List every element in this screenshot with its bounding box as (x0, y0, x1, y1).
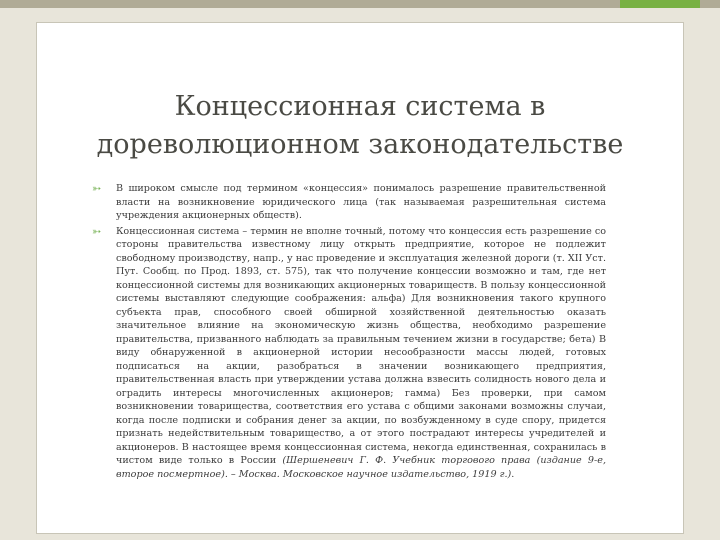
arrow-bullet-icon: ➳ (92, 182, 102, 195)
bullet-item (92, 182, 606, 223)
accent-band (620, 0, 700, 8)
bullet-list (92, 182, 606, 483)
bullet-tail: . (511, 468, 515, 480)
top-band (0, 0, 720, 8)
bullet-text: Концессионная система – термин не вполне точный, потому что концессия есть разрешение со стороны правительства известному лицу открыть предприятие, которое не подлежит свободному производству, напр., у нас проведение и эксплуатация железной дороги (т. XII Уст. Пут. Сообщ. по Прод. 1893, ст. 575), так что получение концессии возможно и там, где нет концессионной системы для возникающих акционерных товариществ. В пользу концессионной системы выставляют следующие соображения: альфа) Для возникновения такого крупного субъекта прав, способного своей обширной хозяйственной деятельностью оказать значительное влияние на экономическую жизнь общества, необходимо разрешение правительства, призванного наблюдать за правильным течением жизни в государстве; бета) В виду обнаруженной в акционерной истории несообразности массы людей, готовых подписаться на акции, разобраться в значении возникающего предприятия, правительственная власть при утверждении устава должна взвесить солидность нового дела и оградить интересы многочисленных акционеров; гамма) Без проверки, при самом возникновении товарищества, соответствия его устава с общими законами возможны случаи, когда после подписки и собрания денег за акции, по возбужденному в суде спору, придется признать недействительным товарищество, а от этого пострадают интересы учредителей и акционеров. В настоящее время концессионная система, некогда единственная, сохранилась в чистом виде только в России (116, 225, 606, 466)
arrow-bullet-icon: ➳ (92, 224, 102, 238)
slide-title: Концессионная система в дореволюционном законодательстве (96, 91, 624, 160)
bullet-item (92, 225, 606, 482)
bullet-text: В широком смысле под термином «концессия» понималось разрешение правительственной власти на возникновение юридического лица (так называемая разрешительная система учреждения акционерных обществ). (116, 183, 606, 221)
citation-text: (Шершеневич Г. Ф. Учебник торгового права (издание 9-е, второе посмертное). – Москва. Московское научное издательство, 1919 г.) (116, 455, 606, 480)
